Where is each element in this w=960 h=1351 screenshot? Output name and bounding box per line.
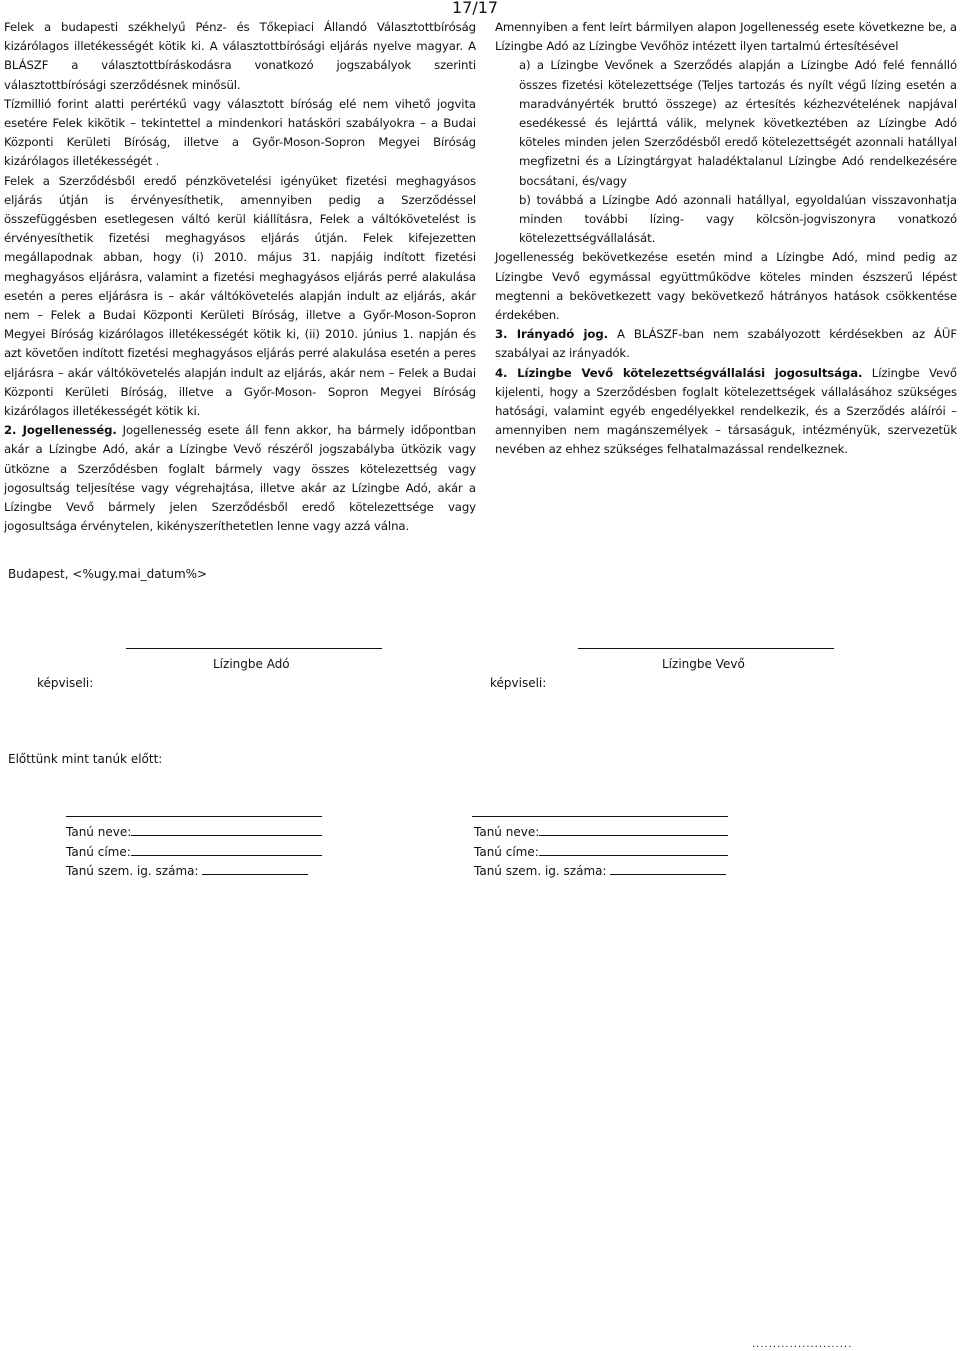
lessee-authority-paragraph — [495, 364, 957, 460]
witness-1-name-label: Tanú neve: — [66, 825, 132, 839]
payment-order-paragraph: Felek a Szerződésből eredő pénzkövetelési igényüket fizetési meghagyásos eljárás útján is érvényesíthetik, amennyiben pedig a Szerződéssel összefüggésben esetlegesen váltó kerül kiállításra, Felek a váltókövetelést is érvényesíthetik fizetési meghagyásos eljárás útján. Felek kifejezetten megállapodnak abban, hogy (i) 2010. május 31. napjáig indított fizetési meghagyásos eljárásra, valamint a fizetési meghagyásos eljárás perré alakulása esetén a peres eljárásra is – akár váltókövetelés alapján indult az eljárás, akár nem – Felek a Budai Központi Kerületi Bíróság, illetve a Győr-Moson-Sopron Megyei Bíróság kizárólagos illetékességét kötik ki, (ii) 2010. június 1. napján és azt követően indított fizetési meghagyásos eljárás perré alakulása esetén a peres eljárásra – akár váltókövetelés alapján indult az eljárás, akár nem – Felek a Budai Központi Kerületi Bíróság, illetve a Győr-Moson- Sopron Megyei Bíróság kizárólagos illetékességét kötik ki. — [4, 173, 476, 419]
consequence-item-b: b) továbbá a Lízingbe Adó azonnali hatállyal, egyoldalúan visszavonhatja minden további lízing- vagy kölcsön-jogviszonyra vonatkozó kötelezettségvállalását. — [519, 192, 957, 246]
place-and-date: Budapest, <%ugy.mai_datum%> — [8, 567, 208, 581]
witness-1-name-field — [131, 823, 322, 836]
witness-2-name-label: Tanú neve: — [474, 825, 540, 839]
footer-dots: ........................ — [752, 1339, 853, 1350]
lessee-representative-label: képviseli: — [490, 676, 547, 690]
witness-1-signature-line — [66, 816, 322, 817]
witness-1-address-row — [66, 843, 322, 860]
witness-2-id-label: Tanú szem. ig. száma: — [474, 864, 607, 878]
consequence-item-a: a) a Lízingbe Vevőnek a Szerződés alapján a Lízingbe Adó felé fennálló összes fizetési kötelezettsége (Teljes tartozás és nyílt végű lízing esetén a maradványérték bruttó összege) az értesítés kézhezvételének napjával esedékessé és lejárttá válik, melynek következtében az Lízingbe Adó köteles minden jelen Szerződésből eredő kötelezettségét azonnali hatállyal megfizetni és a Lízingtárgyat haladéktalanul Lízingbe Adó rendelkezésére bocsátani, és/vagy — [519, 58, 957, 188]
witness-2-id-field — [610, 862, 726, 875]
governing-law-text: A BLÁSZF-ban nem szabályozott kérdésekben az ÁÜF szabályai az irányadók. — [495, 327, 957, 361]
witness-2-address-field — [539, 843, 728, 856]
governing-law-paragraph — [495, 325, 957, 363]
right-column — [495, 18, 957, 460]
witness-intro: Előttünk mint tanúk előtt: — [8, 752, 163, 766]
left-column — [4, 18, 476, 536]
witness-2-id-row — [474, 862, 726, 879]
lessor-signature-line — [126, 648, 382, 649]
lessor-representative-label: képviseli: — [37, 676, 94, 690]
lessee-label: Lízingbe Vevő — [662, 657, 745, 671]
jurisdiction-paragraph: Tízmillió forint alatti perértékű vagy választott bíróság elé nem vihető jogvita esetére Felek kikötik – tekintettel a mindenkori hatásköri szabályokra – a Budai Központi Kerületi Bíróság, illetve a Győr-Moson-Sopron Megyei Bíróság kizárólagos illetékességét . — [4, 96, 476, 169]
arbitration-paragraph: Felek a budapesti székhelyű Pénz- és Tőkepiaci Állandó Választottbíróság kizárólagos illetékességét kötik ki. A választottbírósági eljárás nyelve magyar. A BLÁSZF a választottbíráskodásra vonatkozó jogszabályok szerinti választottbírósági szerződésnek minősül. — [4, 20, 476, 92]
witness-2-address-row — [474, 843, 728, 860]
illegality-consequence-paragraph: Amennyiben a fent leírt bármilyen alapon Jogellenesség esete következne be, a Lízingbe Adó az Lízingbe Vevőhöz intézett ilyen tartalmú értesítésével — [495, 20, 957, 54]
cooperation-paragraph: Jogellenesség bekövetkezése esetén mind a Lízingbe Adó, mind pedig az Lízingbe Vevő egymással együttműködve köteles minden észszerű lépést megtenni a bekövetkezett vagy bekövetkező hátrányos hatások csökkentése érdekében. — [495, 250, 957, 323]
witness-2-address-label: Tanú címe: — [474, 845, 539, 859]
witness-1-id-label: Tanú szem. ig. száma: — [66, 864, 199, 878]
witness-1-address-label: Tanú címe: — [66, 845, 131, 859]
witness-1-id-row — [66, 862, 308, 879]
witness-2-name-field — [539, 823, 728, 836]
witness-2-name-row — [474, 823, 728, 840]
governing-law-heading: 3. Irányadó jog. — [495, 327, 608, 342]
illegality-text: Jogellenesség esete áll fenn akkor, ha bármely időpontban akár a Lízingbe Adó, akár a Lízingbe Vevő részéről jogszabályba ütközik vagy ütközne a Szerződésben foglalt bármely vagy összes kötelezettség vagy jogosultság teljesítése vagy végrehajtása, illetve akár az Lízingbe Adó, akár a Lízingbe Vevő bármely jelen Szerződésből eredő kötelezettsége vagy jogosultsága érvénytelen, kikényszeríthetetlen lenne vagy azzá válna. — [4, 423, 476, 534]
lessee-authority-text: Lízingbe Vevő kijelenti, hogy a Szerződésben foglalt kötelezettségek vállalásához szükséges hatósági, valamint egyéb engedélyekkel rendelkezik, és a Szerződés aláírói – amennyiben nem magánszemélyek – társaságuk, intézményük, szervezetük nevében az ehhez szükséges felhatalmazással rendelkeznek. — [495, 365, 957, 457]
lessee-authority-heading: 4. Lízingbe Vevő kötelezettségvállalási jogosultsága. — [495, 365, 863, 380]
witness-1-id-field — [202, 862, 308, 875]
illegality-paragraph — [4, 421, 476, 536]
witness-2-signature-line — [472, 816, 728, 817]
witness-1-name-row — [66, 823, 322, 840]
page-number: 17/17 — [452, 0, 499, 17]
lessor-label: Lízingbe Adó — [213, 657, 290, 671]
lessee-signature-line — [578, 648, 834, 649]
witness-1-address-field — [131, 843, 322, 856]
illegality-heading: 2. Jogellenesség. — [4, 423, 117, 438]
